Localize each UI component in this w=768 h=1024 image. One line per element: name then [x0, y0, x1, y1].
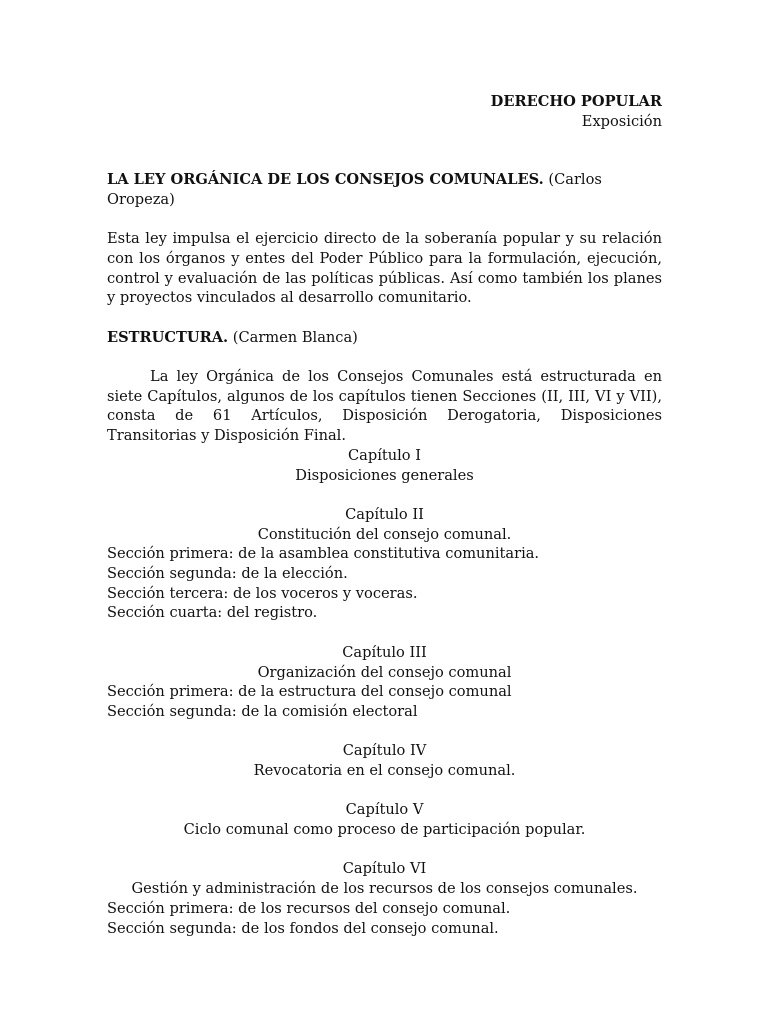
chapter-section: Sección tercera: de los voceros y voceras.	[107, 584, 418, 602]
spacer	[107, 722, 662, 742]
chapter-block	[107, 505, 662, 623]
spacer	[107, 308, 662, 328]
chapter-number: Capítulo I	[348, 446, 421, 464]
document-subtitle: Exposición	[581, 112, 662, 130]
document-title: DERECHO POPULAR	[490, 93, 662, 110]
spacer	[107, 840, 662, 860]
spacer	[107, 623, 662, 643]
chapter-block	[107, 800, 662, 839]
chapter-number: Capítulo III	[342, 643, 427, 661]
spacer	[107, 781, 662, 801]
chapter-title: Ciclo comunal como proceso de participación popular.	[183, 821, 586, 839]
chapter-section: Sección cuarta: del registro.	[107, 604, 318, 622]
chapter-list	[107, 446, 662, 939]
intro-paragraph: Esta ley impulsa el ejercicio directo de la soberanía popular y su relación con los órganos y entes del Poder Público para la formulación, ejecución, control y evaluación de las políticas públicas. Así como también los planes y proyectos vinculados al desarrollo comunitario.	[107, 230, 662, 307]
intro-heading	[107, 170, 662, 209]
chapter-section: Sección primera: de los recursos del consejo comunal.	[107, 899, 511, 917]
chapter-section: Sección segunda: de los fondos del consejo comunal.	[107, 919, 499, 937]
chapter-number: Capítulo VI	[342, 860, 427, 878]
chapter-number: Capítulo II	[345, 505, 424, 523]
chapter-block	[107, 643, 662, 722]
chapter-number: Capítulo V	[345, 801, 424, 819]
chapter-title: Organización del consejo comunal	[257, 663, 512, 681]
chapter-block	[107, 859, 662, 938]
chapter-section: Sección primera: de la estructura del consejo comunal	[107, 683, 512, 701]
spacer	[107, 485, 662, 505]
chapter-title: Gestión y administración de los recursos de los consejos comunales.	[131, 880, 638, 898]
chapter-section: Sección primera: de la asamblea constitutiva comunitaria.	[107, 545, 540, 563]
structure-heading	[107, 328, 662, 348]
spacer	[107, 209, 662, 229]
chapter-number: Capítulo IV	[342, 742, 427, 760]
intro-heading-title: LA LEY ORGÁNICA DE LOS CONSEJOS COMUNALES.	[107, 171, 544, 188]
intro-heading-author: (Carlos Oropeza)	[107, 171, 602, 208]
document-header	[107, 92, 662, 131]
chapter-block	[107, 741, 662, 780]
chapter-section: Sección segunda: de la elección.	[107, 565, 348, 582]
structure-heading-title: ESTRUCTURA.	[107, 328, 229, 346]
spacer	[107, 347, 662, 367]
chapter-title: Disposiciones generales	[295, 466, 474, 484]
chapter-title: Constitución del consejo comunal.	[257, 525, 512, 543]
chapter-block	[107, 446, 662, 485]
chapter-title: Revocatoria en el consejo comunal.	[253, 762, 516, 779]
structure-paragraph: La ley Orgánica de los Consejos Comunales está estructurada en siete Capítulos, algunos de los capítulos tienen Secciones (II, III, VI y VII), consta de 61 Artículos, Disposición Derogatoria, Disposiciones Transitorias y Disposición Final.	[107, 367, 662, 445]
structure-heading-author: (Carmen Blanca)	[232, 328, 358, 346]
chapter-section: Sección segunda: de la comisión electoral	[107, 702, 418, 720]
document-body	[107, 170, 662, 938]
